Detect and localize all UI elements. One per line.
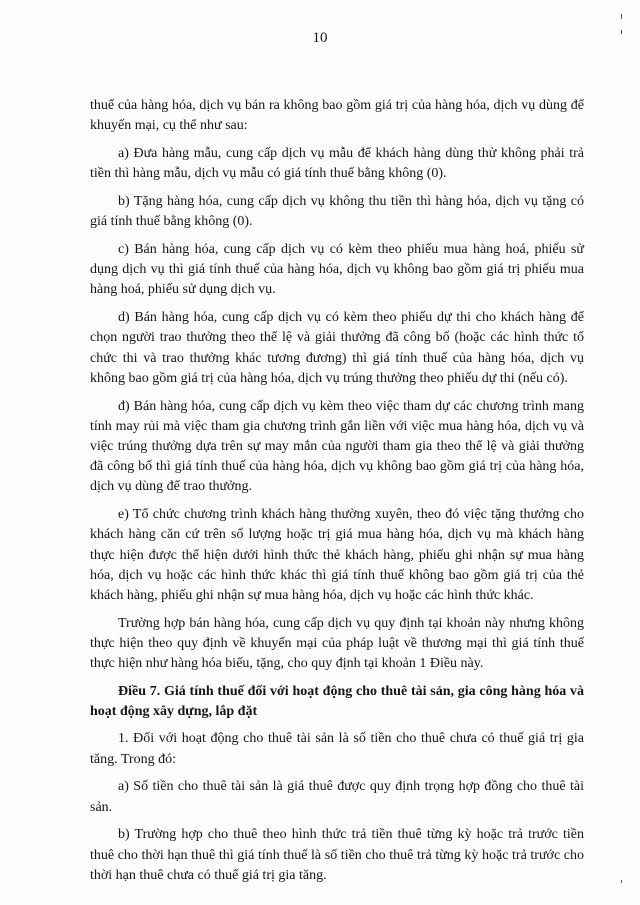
scan-edge-mark [621,14,622,19]
paragraph-item-d: d) Bán hàng hóa, cung cấp dịch vụ có kèm theo phiếu dự thi cho khách hàng để chọn người trao thưởng theo thể lệ và giải thưởng đã công bố (hoặc các hình thức tổ chức thi và trao thưởng khác tương đương) thì giá tính thuế của hàng hóa, dịch vụ không bao gồm giá trị của hàng hóa, dịch vụ trúng thưởng theo phiếu dự thi (nếu có). [90,310,584,386]
page-number: 10 [312,30,328,46]
paragraph-clause-1b: b) Trường hợp cho thuê theo hình thức trả tiền thuê từng kỳ hoặc trả trước tiền thuê cho thời hạn thuê thì giá tính thuế là số tiền cho thuê trả từng kỳ hoặc trả trước cho thời hạn thuê chưa có thuế giá trị gia tăng. [90,827,584,883]
article-heading: Điều 7. Giá tính thuế đối với hoạt động cho thuê tài sản, gia công hàng hóa và hoạt động xây dựng, lắp đặt [90,684,584,720]
paragraph-continuation: thuế của hàng hóa, dịch vụ bán ra không bao gồm giá trị của hàng hóa, dịch vụ dùng để khuyến mại, cụ thể như sau: [90,98,584,134]
paragraph-clause-1a: a) Số tiền cho thuê tài sản là giá thuê được quy định trọng hợp đồng cho thuê tài sản. [90,779,584,815]
paragraph-item-dd: đ) Bán hàng hóa, cung cấp dịch vụ kèm theo việc tham dự các chương trình mang tính may rủi mà việc tham gia chương trình gắn liền với việc mua hàng hóa, dịch vụ và việc trúng thưởng dựa trên sự may mắn của người tham gia theo thể lệ và giải thưởng đã công bố thì giá tính thuế của hàng hóa, dịch vụ không bao gồm giá trị của hàng hóa, dịch vụ dùng để trao thưởng. [90,398,584,495]
paragraph-item-b: b) Tặng hàng hóa, cung cấp dịch vụ không thu tiền thì hàng hóa, dịch vụ tặng có giá tính thuế bằng không (0). [90,194,584,230]
scan-edge-mark [621,880,622,883]
document-body [90,96,584,894]
paragraph-note: Trường hợp bán hàng hóa, cung cấp dịch vụ quy định tại khoản này nhưng không thực hiện theo quy định về khuyến mại của pháp luật về thương mại thì giá tính thuế thực hiện như hàng hóa biếu, tặng, cho quy định tại khoản 1 Điều này. [90,615,584,672]
paragraph-clause-1: 1. Đối với hoạt động cho thuê tài sản là số tiền cho thuê chưa có thuế giá trị gia tăng. Trong đó: [90,731,584,767]
paragraph-item-e: e) Tổ chức chương trình khách hàng thường xuyên, theo đó việc tặng thưởng cho khách hàng căn cứ trên số lượng hoặc trị giá mua hàng hóa, dịch vụ mà khách hàng thực hiện được thể hiện dưới hình thức thẻ khách hàng, phiếu ghi nhận sự mua hàng hóa, dịch vụ hoặc các hình thức khác thì giá tính thuế không bao gồm giá trị của thẻ khách hàng, phiếu ghi nhận sự mua hàng hóa, dịch vụ hoặc các hình thức khác. [90,507,584,604]
paragraph-item-c: c) Bán hàng hóa, cung cấp dịch vụ có kèm theo phiếu mua hàng hoá, phiếu sử dụng dịch vụ thì giá tính thuế của hàng hóa, dịch vụ không bao gồm giá trị phiếu mua hàng hoá, phiếu sử dụng dịch vụ. [90,242,584,298]
paragraph-item-a: a) Đưa hàng mẫu, cung cấp dịch vụ mẫu để khách hàng dùng thử không phải trả tiền thì hàng mẫu, dịch vụ mẫu có giá tính thuế bằng không (0). [90,146,584,182]
